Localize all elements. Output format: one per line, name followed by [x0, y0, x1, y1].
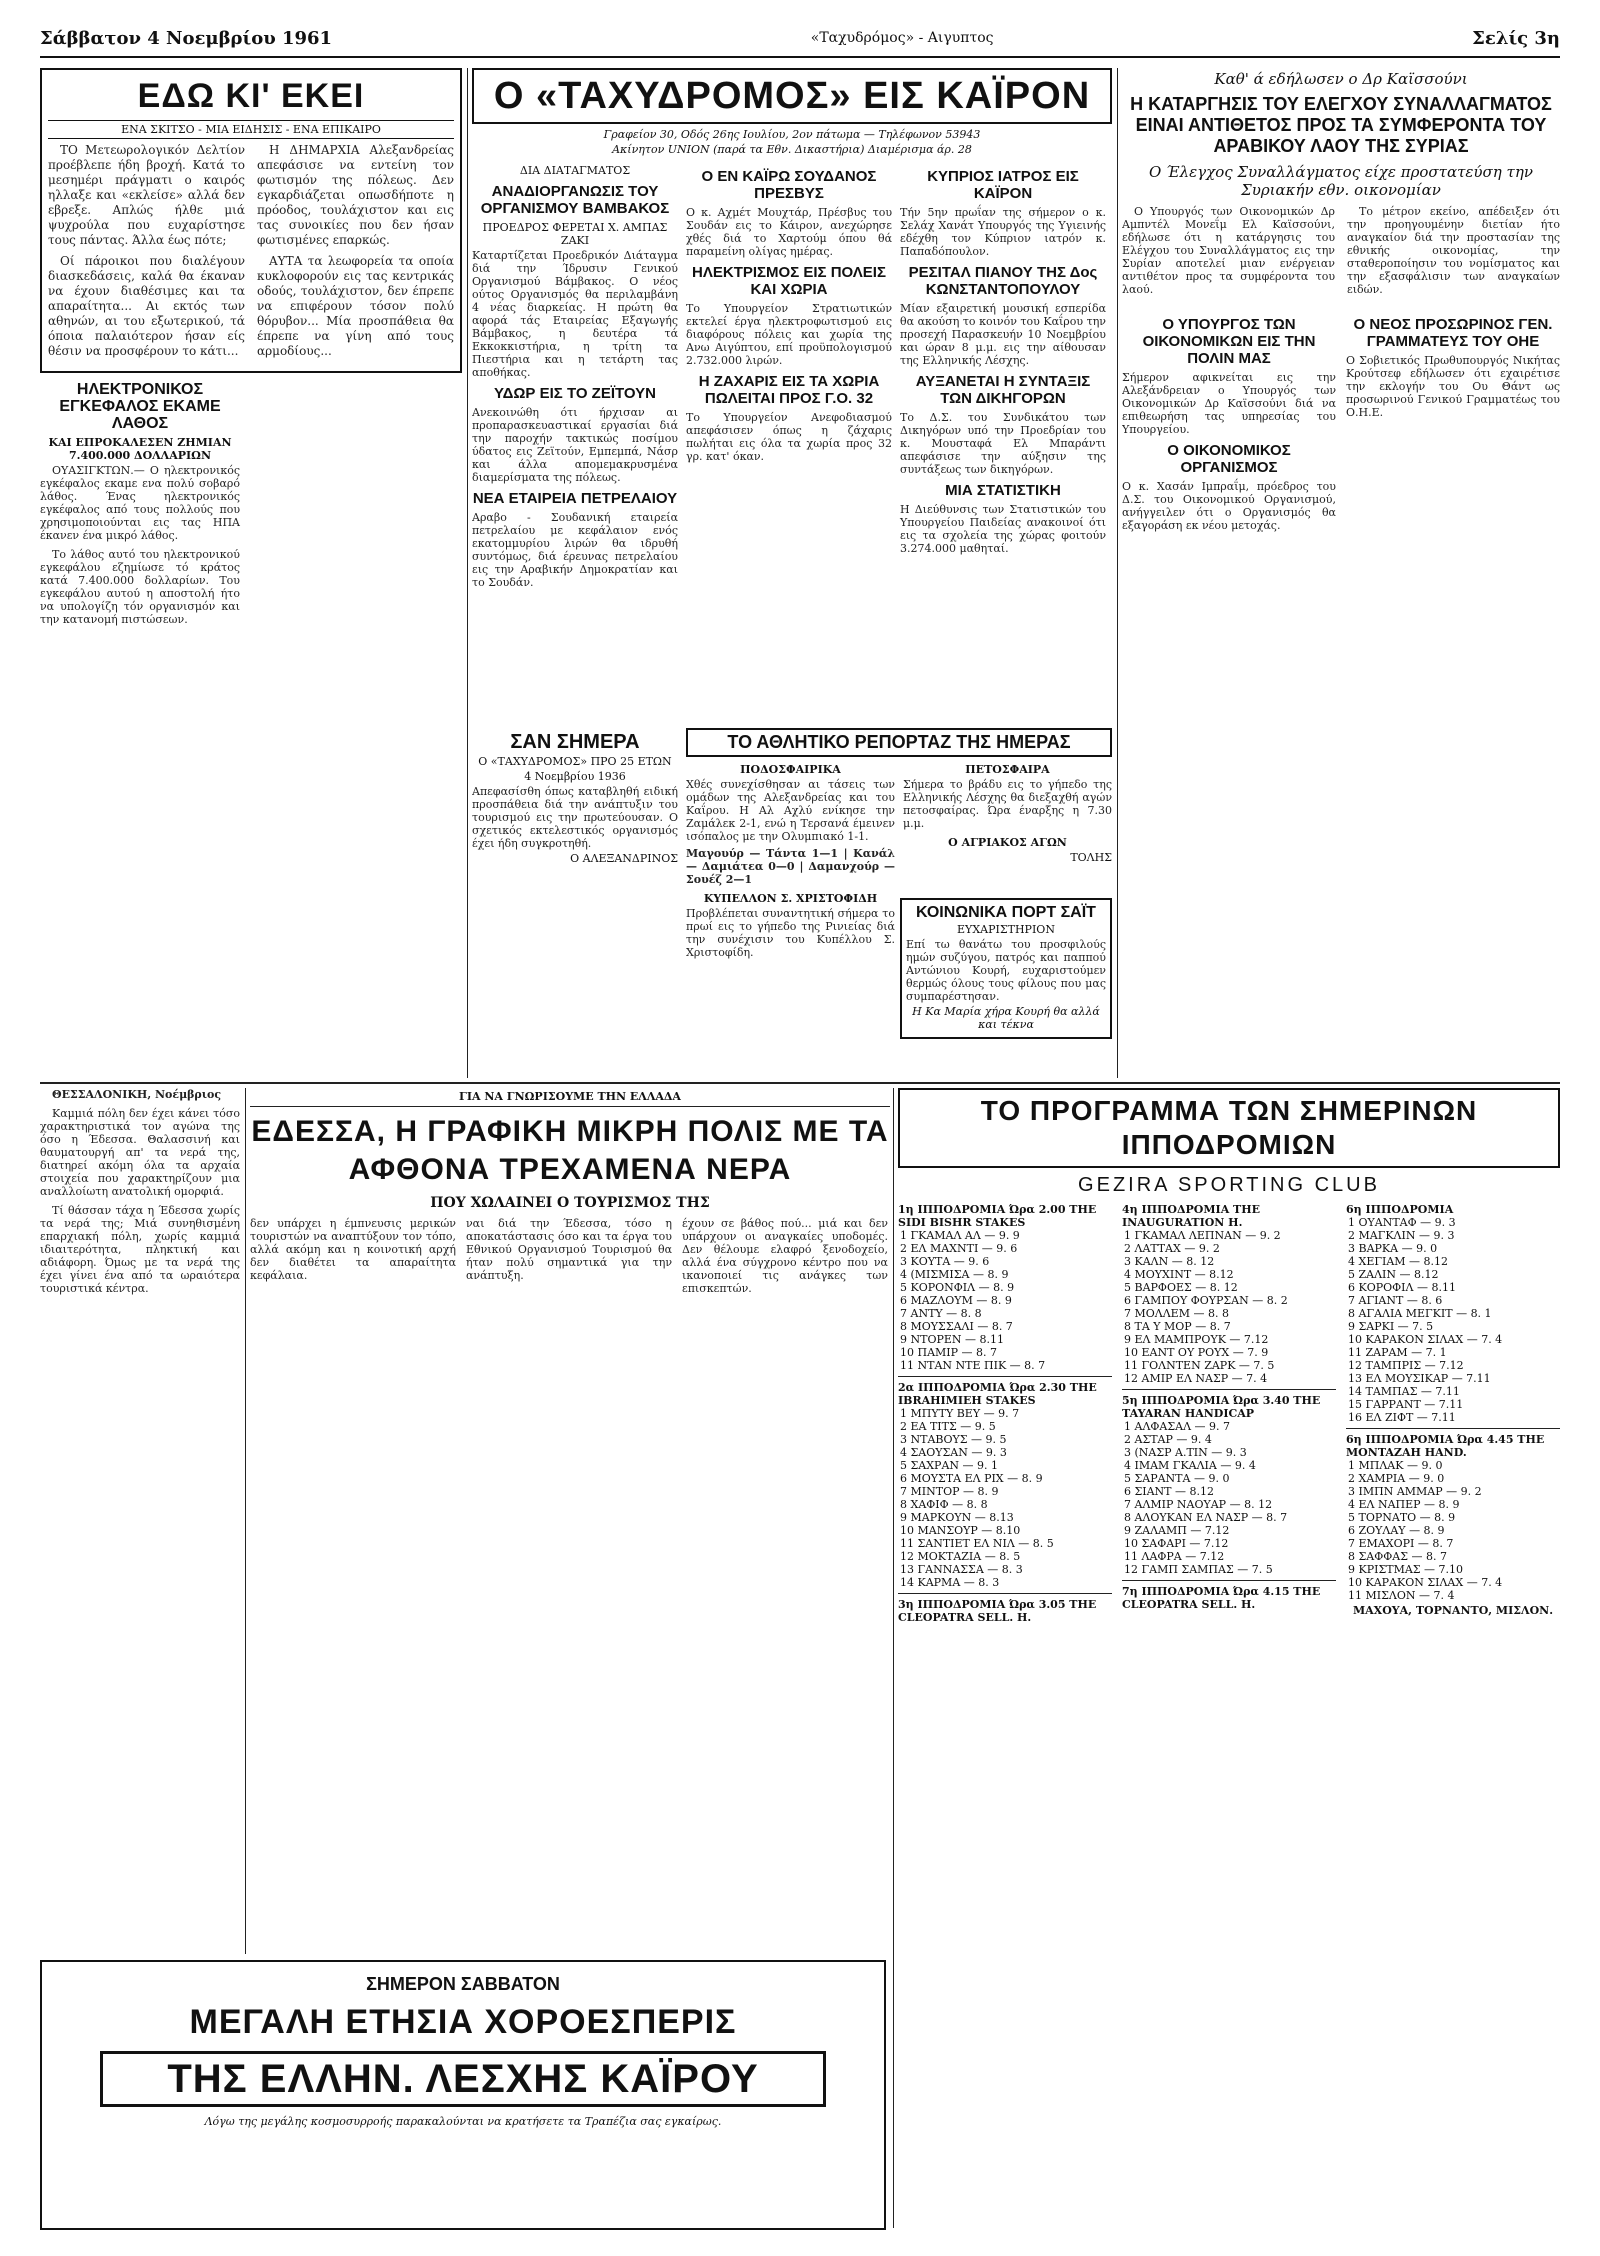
race-entry-text: 12 ΑΜΙΡ ΕΛ ΝΑΣΡ — 7. 4: [1124, 1372, 1268, 1385]
race-entry: [1122, 1537, 1336, 1550]
race-entry-text: 5 ΚΟΡΟΝΦΙΛ — 8. 9: [900, 1281, 1015, 1294]
race-entry: [1122, 1268, 1336, 1281]
separator: [1346, 1428, 1560, 1429]
headline: Ο ΟΙΚΟΝΟΜΙΚΟΣ ΟΡΓΑΝΙΣΜΟΣ: [1167, 442, 1291, 476]
race-entry: [898, 1255, 1112, 1268]
article-text: Η Διεύθυνσις των Στατιστικών του Υπουργείου Παιδείας ανακοινοί ότι εις τα σχολεία της χώρας φοιτούν 3.274.000 μαθηταί.: [900, 503, 1106, 555]
race-entry-text: 13 ΕΛ ΜΟΥΣΙΚΑΡ — 7.11: [1348, 1372, 1491, 1385]
race-entry: [1346, 1589, 1560, 1602]
race-entry: [1346, 1320, 1560, 1333]
race-entry: [898, 1420, 1112, 1433]
right-column: [1122, 68, 1560, 1078]
race-entry: [1346, 1398, 1560, 1411]
race-entry: [898, 1511, 1112, 1524]
race-entry: [898, 1498, 1112, 1511]
right-headline: Η ΚΑΤΑΡΓΗΣΙΣ ΤΟΥ ΕΛΕΓΧΟΥ ΣΥΝΑΛΛΑΓΜΑΤΟΣ ΕΙΝΑΙ ΑΝΤΙΘΕΤΟΣ ΠΡΟΣ ΤΑ ΣΥΜΦΕΡΟΝΤΑ ΤΟΥ ΑΡΑΒΙΚΟΥ ΛΑΟΥ ΤΗΣ ΣΥΡΙΑΣ: [1130, 94, 1552, 156]
kinonika-sign: Η Κα Μαρία χήρα Κουρή θα αλλά και τέκνα: [912, 1005, 1100, 1031]
feature-headline: ΕΔΕΣΣΑ, Η ΓΡΑΦΙΚΗ ΜΙΚΡΗ ΠΟΛΙΣ ΜΕ ΤΑ ΑΦΘΟΝΑ ΤΡΕΧΑΜΕΝΑ ΝΕΡΑ: [251, 1115, 889, 1186]
anniv-date: 4 Νοεμβρίου 1936: [524, 770, 626, 783]
race-entry-text: 5 ΒΑΡΦΟΕΣ — 8. 12: [1124, 1281, 1238, 1294]
headline: Ο ΥΠΟΥΡΓΟΣ ΤΩΝ ΟΙΚΟΝΟΜΙΚΩΝ ΕΙΣ ΤΗΝ ΠΟΛΙΝ ΜΑΣ: [1142, 316, 1316, 367]
sport-sub: ΠΕΤΟΣΦΑΙΡΑ: [965, 763, 1050, 776]
race-entry-text: 6 ΣΙΑΝΤ — 8.12: [1124, 1485, 1215, 1498]
race-entry-text: 10 ΠΑΜΙΡ — 8. 7: [900, 1346, 998, 1359]
edessa-intro: [40, 1088, 240, 1295]
race-entry-text: 7 ΕΜΑΧΟΡΙ — 8. 7: [1348, 1537, 1454, 1550]
feature-kicker: ΓΙΑ ΝΑ ΓΝΩΡΙΣΟΥΜΕ ΤΗΝ ΕΛΛΑΔΑ: [250, 1090, 890, 1107]
article-text: Ο κ. Χασάν Ιμπραΐμ, πρόεδρος του Δ.Σ. του Οικονομικού Οργανισμού, ανήγγειλεν ότι ο Οργανισμός θα εξαγοράση εκ νέου μετοχάς.: [1122, 480, 1336, 532]
race-entry-text: 2 ΧΑΜΡΙΑ — 9. 0: [1348, 1472, 1445, 1485]
race-entry-text: 10 ΚΑΡΑΚΟΝ ΣΙΛΑΧ — 7. 4: [1348, 1333, 1503, 1346]
issue-date: Σάββατον 4 Νοεμβρίου 1961: [40, 27, 333, 49]
center-col-3: [900, 162, 1106, 589]
headline: Ο ΝΕΟΣ ΠΡΟΣΩΡΙΝΟΣ ΓΕΝ. ΓΡΑΜΜΑΤΕΥΣ ΤΟΥ ΟΗΕ: [1353, 316, 1553, 350]
center-section: [472, 68, 1112, 1078]
race-entry-text: 1 ΑΛΦΑΣΑΛ — 9. 7: [1124, 1420, 1230, 1433]
paragraph: ΟΥΑΣΙΓΚΤΩΝ.— Ο ηλεκτρονικός εγκέφαλος εκαμε ενα πολύ σοβαρό λάθος. Ένας ηλεκτρονικός εγκέφαλος από τους πολλούς που χρησιμοποιούνται εις τας ΗΠΑ έκανεν ένα μικρό λάθος.: [40, 464, 240, 542]
race-entry: [1346, 1537, 1560, 1550]
race-entry: [1122, 1420, 1336, 1433]
race-entry: [1122, 1255, 1336, 1268]
headline: ΡΕΣΙΤΑΛ ΠΙΑΝΟΥ ΤΗΣ Δος ΚΩΝΣΤΑΝΤΟΠΟΥΛΟΥ: [908, 264, 1098, 298]
race-entry: [1346, 1498, 1560, 1511]
race-entry-text: 12 ΤΑΜΠΡΙΣ — 7.12: [1348, 1359, 1464, 1372]
race-entry-text: 2 ΜΑΓΚΛΙΝ — 9. 3: [1348, 1229, 1455, 1242]
kinonika-headline: ΚΟΙΝΩΝΙΚΑ ΠΟΡΤ ΣΑΪΤ: [916, 904, 1096, 921]
race-entry: [1122, 1524, 1336, 1537]
race-entry-text: 6 ΜΟΥΣΤΑ ΕΛ ΡΙΧ — 8. 9: [900, 1472, 1043, 1485]
race-entry-text: 4 ΣΑΟΥΣΑΝ — 9. 3: [900, 1446, 1007, 1459]
right-text: [1122, 205, 1560, 302]
race-entry: [1346, 1472, 1560, 1485]
paragraph: Το μέτρον εκείνο, απέδειξεν ότι την προηγουμένην διετίαν ήτο αναγκαίον διά την προστασίαν της εθνικής οικονομίας, την σταθεροποίησιν του νομίσματος και την εξασφάλισιν των αναγκαίων ειδών.: [1347, 205, 1560, 296]
race-note: ΜΑΧΟΥΑ, ΤΟΡΝΑΝΤΟ, ΜΙΣΛΟΝ.: [1352, 1604, 1554, 1617]
race-entry: [1122, 1229, 1336, 1242]
race-entry: [1346, 1281, 1560, 1294]
race-col-2: [1122, 1203, 1336, 1624]
article-text: Το Υπουργείον Ανεφοδιασμού απεφάσισεν όπως η ζάχαρις πωλήται εις όλα τα χωρία προς 32 γρ. κατ' όκαν.: [686, 411, 892, 463]
race-entry: [898, 1472, 1112, 1485]
separator: [1122, 1389, 1336, 1390]
race-entry: [898, 1459, 1112, 1472]
article-text: Το Δ.Σ. του Συνδικάτου των Δικηγόρων υπό την Προεδρίαν του κ. Μουσταφά Ελ Μπαράντι απεφάσισε την αύξησιν της συντάξεως των δικηγόρων.: [900, 411, 1106, 476]
race-5-table: [1122, 1420, 1336, 1576]
edessa-feature: [250, 1088, 890, 1958]
race-entry-text: 8 ΤΑ Υ ΜΟΡ — 8. 7: [1124, 1320, 1231, 1333]
race-entry-text: 11 ΣΑΝΤΙΕΤ ΕΛ ΝΙΛ — 8. 5: [900, 1537, 1054, 1550]
race-entry: [898, 1485, 1112, 1498]
san-simera-block: [472, 728, 678, 867]
sport-scores: Μαγουύρ — Τάντα 1—1 | Κανάλ — Δαμιάτεα 0—0 | Δαμανχούρ — Σουέζ 2—1: [686, 847, 895, 886]
headline: ΑΥΞΑΝΕΤΑΙ Η ΣΥΝΤΑΞΙΣ ΤΩΝ ΔΙΚΗΓΟΡΩΝ: [915, 373, 1091, 407]
edo-ki-ekei-subtitle: ΕΝΑ ΣΚΙΤΣΟ - ΜΙΑ ΕΙΔΗΣΙΣ - ΕΝΑ ΕΠΙΚΑΙΡΟ: [48, 120, 454, 139]
sport-sub: Ο ΑΓΡΙΑΚΟΣ ΑΓΩΝ: [948, 836, 1067, 849]
race-entry-text: 1 ΜΠΛΑΚ — 9. 0: [1348, 1459, 1443, 1472]
race-entry: [1122, 1550, 1336, 1563]
feature-col-2: ναι διά την Έδεσσα, τόσο η αποκατάστασις όσο και τα έργα του Εθνικού Οργανισμού Τουρισμού θα ήταν πολύ σημαντικά για την ανάπτυξη.: [466, 1217, 672, 1282]
race-title: 4η ΙΠΠΟΔΡΟΜΙΑ THE INAUGURATION H.: [1122, 1203, 1261, 1229]
race-program: [898, 1088, 1560, 2228]
article-text: Το Υπουργείον Στρατιωτικών εκτελεί έργα ηλεκτροφωτισμού εις διαφόρους πόλεις και χωρία της Ανω Αιγύπτου, επί προϋπολογισμού 2.732.000 λιρών.: [686, 302, 892, 367]
race-entry: [898, 1346, 1112, 1359]
race-entry-text: 1 ΓΚΑΜΑΛ ΑΛ — 9. 9: [900, 1229, 1020, 1242]
paper-name: «Ταχυδρόμος» - Αιγυπτος: [810, 30, 994, 46]
race-entry: [1346, 1411, 1560, 1424]
article-text: Μίαν εξαιρετική μουσική εσπερίδα θα ακούση το κοινόν του Καΐρου την προσεχή Παρασκευήν 10 Νοεμβρίου και ώραν 8 μ.μ. εις την αίθουσαν της Ελληνικής Λέσχης.: [900, 302, 1106, 367]
page-number: Σελίς 3η: [1472, 27, 1560, 49]
column-rule: [467, 68, 468, 1078]
article-text: Καταρτίζεται Προεδρικόν Διάταγμα διά την Ίδρυσιν Γενικού Οργανισμού Βάμβακος. Ο νέος ούτος Οργανισμός θα περιλαμβάνη 4 νέας διαρκείας. Η πρώτη θα αφορά τάς Εταιρείας Εξαγωγής Βάμβακος, η δευτέρα τά Εκκοκκιστήρια, η τρίτη τα Πιεστήρια και η τετάρτη τας αποθήκας.: [472, 249, 678, 379]
race-entry-text: 4 (ΜΙΣΜΙΣΑ — 8. 9: [900, 1268, 1009, 1281]
race-title: 1η ΙΠΠΟΔΡΟΜΙΑ Ώρα 2.00 THE SIDI BISHR STAKES: [898, 1203, 1097, 1229]
kinonika-text: Επί τω θανάτω του προσφιλούς ημών συζύγου, πατρός και παππού Αντώνιου Κουρή, ευχαριστούμεν θερμώς όλους τους φίλους που μας συμπαρέστησαν.: [906, 938, 1106, 1003]
article-text: Ο Σοβιετικός Πρωθυπουργός Νικήτας Κρούτσεφ εδήλωσεν ότι εχαιρέτισε την εκλογήν του Ου Θάντ ως προσωρινού Γενικού Γραμματέως του Ο.Η.Ε.: [1346, 354, 1560, 419]
kinonika-box: [900, 898, 1112, 1039]
separator: [898, 1593, 1112, 1594]
race-entry: [1122, 1359, 1336, 1372]
race-7-table: [1346, 1459, 1560, 1602]
race-entry-text: 9 ΜΑΡΚΟΥΝ — 8.13: [900, 1511, 1014, 1524]
race-entry-text: 8 ΜΟΥΣΣΑΛΙ — 8. 7: [900, 1320, 1013, 1333]
race-entry-text: 1 ΟΥΑΝΤΑΦ — 9. 3: [1348, 1216, 1456, 1229]
race-entry-text: 1 ΜΠΥΤΥ ΒΕΥ — 9. 7: [900, 1407, 1020, 1420]
race-entry-text: 9 ΕΛ ΜΑΜΠΡΟΥΚ — 7.12: [1124, 1333, 1269, 1346]
paragraph: Ο Υπουργός των Οικονομικών Δρ Αμπντέλ Μονεΐμ Ελ Καϊσσούνι, εδήλωσε ότι η κατάργησις του Ελέγχου του Συναλλάγματος εις την Συρίαν αποτελεί μιαν ενέργειαν αντιθέτον προς τα συμφέροντα του λαού.: [1122, 205, 1335, 296]
race-entry-text: 12 ΜΟΚΤΑΖΙΑ — 8. 5: [900, 1550, 1021, 1563]
electronic-brain-story: [40, 381, 240, 626]
headline: Ο ΕΝ ΚΑΪΡΩ ΣΟΥΔΑΝΟΣ ΠΡΕΣΒΥΣ: [701, 168, 877, 202]
race-entry-text: 13 ΓΑΝΝΑΣΣΑ — 8. 3: [900, 1563, 1023, 1576]
race-entry: [1346, 1459, 1560, 1472]
race-entry: [1122, 1294, 1336, 1307]
kicker: ΔΙΑ ΔΙΑΤΑΓΜΑΤΟΣ: [519, 164, 631, 177]
article-text: Σήμερον αφικνείται εις την Αλεξάνδρειαν ο Υπουργός των Οικονομικών Δρ Καϊσσούνι διά να επιθεωρήση τας υπηρεσίας του Υπουργείου.: [1122, 371, 1336, 436]
center-col-1: [472, 162, 678, 589]
race-entry: [1346, 1511, 1560, 1524]
anniv-text: Απεφασίσθη όπως καταβληθή ειδική προσπάθεια διά την ανάπτυξιν του τουρισμού εις την πρωτεύουσαν. Ο σχετικός εκτελεστικός οργανισμός έχει ήδη συγκροτηθή.: [472, 785, 678, 850]
race-entry: [898, 1242, 1112, 1255]
race-entry-text: 4 ΕΛ ΝΑΠΕΡ — 8. 9: [1348, 1498, 1460, 1511]
race-entry-text: 10 ΚΑΡΑΚΟΝ ΣΙΛΑΧ — 7. 4: [1348, 1576, 1503, 1589]
paragraph: Τί θάσσαν τάχα η Έδεσσα χωρίς τα νερά της; Μιά συνηθισμένη επαρχιακή πόλη, χωρίς καμμιά ιδιαιτερότητα, πληκτική και αδιάφορη. Όμως με τα νερά της έχει γίνει ένα από τα ωραιότερα τουριστικά κέντρα.: [40, 1204, 240, 1295]
column-rule: [245, 1088, 246, 1954]
race-entry-text: 2 ΑΣΤΑΡ — 9. 4: [1124, 1433, 1212, 1446]
race-entry-text: 2 ΕΛ ΜΑΧΝΤΙ — 9. 6: [900, 1242, 1018, 1255]
race-entry-text: 11 ΝΤΑΝ ΝΤΕ ΠΙΚ — 8. 7: [900, 1359, 1046, 1372]
race-entry: [1346, 1576, 1560, 1589]
race-entry-text: 4 ΜΟΥΧΙΝΤ — 8.12: [1124, 1268, 1234, 1281]
sport-text: Σήμερα το βράδυ εις το γήπεδο της Ελληνικής Λέσχης θα διεξαχθή αγών πετοσφαίρας. Ώρα έναρξης η 7.30 μ.μ.: [903, 778, 1112, 830]
race-entry: [1346, 1242, 1560, 1255]
race-entry-text: 6 ΖΟΥΛΑΥ — 8. 9: [1348, 1524, 1445, 1537]
race-entry-text: 5 ΤΟΡΝΑΤΟ — 8. 9: [1348, 1511, 1456, 1524]
anniv-sign: Ο ΑΛΕΞΑΝΔΡΙΝΟΣ: [570, 852, 678, 865]
article-text: Ο κ. Αχμέτ Μουχτάρ, Πρέσβυς του Σουδάν εις το Κάιρον, ανεχώρησε χθές διά το Χαρτούμ όπου θά παραμείνη ολίγας ημέρας.: [686, 206, 892, 258]
headline: ΜΙΑ ΣΤΑΤΙΣΤΙΚΗ: [945, 482, 1061, 499]
race-entry-text: 14 ΚΑΡΜΑ — 8. 3: [900, 1576, 1000, 1589]
paragraph: ΑΥΤΑ τα λεωφορεία τα οποία κυκλοφορούν εις τας κεντρικάς οδούς, τουλάχιστον, δεν έπρεπε να επιφέρουν τόσον πολύ θόρυβον... Μία προσπάθεια θα έπρεπε να γίνη από τους αρμοδίους...: [257, 254, 454, 358]
race-entry-text: 6 ΜΑΖΛΟΥΜ — 8. 9: [900, 1294, 1012, 1307]
headline: ΚΥΠΡΙΟΣ ΙΑΤΡΟΣ ΕΙΣ ΚΑΪΡΟΝ: [927, 168, 1079, 202]
race-entry-text: 12 ΓΑΜΠ ΣΑΜΠΑΣ — 7. 5: [1124, 1563, 1273, 1576]
ad-top: ΣΗΜΕΡΟΝ ΣΑΒΒΑΤΟΝ: [366, 1974, 560, 1994]
paragraph: ΤΟ Μετεωρολογικόν Δελτίον προέβλεπε ήδη βροχή. Κατά το μεσημέρι πράγματι ο καιρός ηλλαξε και «εκλείσε» αλλά δεν εβρεξε. Απλώς ήλθε μιά ψυχρούλα που ευχαρίστησε τους πάντας. Άλλα έως πότε;: [48, 143, 245, 247]
ad-bottom: ΤΗΣ ΕΛΛΗΝ. ΛΕΣΧΗΣ ΚΑΪΡΟΥ: [100, 2051, 826, 2107]
section-rule: [40, 1082, 1560, 1084]
race-entry-text: 5 ΖΑΛΙΝ — 8.12: [1348, 1268, 1439, 1281]
race-entry: [1122, 1372, 1336, 1385]
sport-sub: ΠΟΔΟΣΦΑΙΡΙΚΑ: [740, 763, 841, 776]
headline: ΑΝΑΔΙΟΡΓΑΝΩΣΙΣ ΤΟΥ ΟΡΓΑΝΙΣΜΟΥ ΒΑΜΒΑΚΟΣ: [480, 183, 670, 217]
race-entry: [1122, 1472, 1336, 1485]
race-entry: [1122, 1346, 1336, 1359]
headline: ΗΛΕΚΤΡΙΣΜΟΣ ΕΙΣ ΠΟΛΕΙΣ ΚΑΙ ΧΩΡΙΑ: [692, 264, 886, 298]
race-entry-text: 4 ΙΜΑΜ ΓΚΑΛΙΑ — 9. 4: [1124, 1459, 1256, 1472]
headline: Η ΖΑΧΑΡΙΣ ΕΙΣ ΤΑ ΧΩΡΙΑ ΠΩΛΕΙΤΑΙ ΠΡΟΣ Γ.Ο. 32: [698, 373, 880, 407]
edo-ki-ekei-title: ΕΔΩ ΚΙ' ΕΚΕΙ: [137, 77, 365, 115]
column-rule: [1117, 68, 1118, 1078]
race-entry-text: 1 ΓΚΑΜΑΛ ΛΕΠΝΑΝ — 9. 2: [1124, 1229, 1281, 1242]
race-entry: [1346, 1333, 1560, 1346]
race-entry: [898, 1294, 1112, 1307]
subhead: ΠΡΟΕΔΡΟΣ ΦΕΡΕΤΑΙ Χ. ΑΜΠΑΣ ΖΑΚΙ: [482, 221, 668, 247]
race-entry-text: 14 ΤΑΜΠΑΣ — 7.11: [1348, 1385, 1460, 1398]
right-lower-col-1: [1122, 310, 1336, 532]
headline: ΝΕΑ ΕΤΑΙΡΕΙΑ ΠΕΤΡΕΛΑΙΟΥ: [472, 490, 678, 507]
dance-ad: [40, 1960, 886, 2230]
center-col-2: [686, 162, 892, 589]
story-body: [40, 464, 240, 626]
race-entry: [898, 1333, 1112, 1346]
race-entry: [1122, 1320, 1336, 1333]
race-title: 7η ΙΠΠΟΔΡΟΜΙΑ Ώρα 4.15 THE CLEOPATRA SELL. H.: [1122, 1585, 1321, 1611]
race-4-table: [1122, 1229, 1336, 1385]
right-kicker: Καθ' ά εδήλωσεν ο Δρ Καϊσσούνι: [1214, 70, 1468, 88]
dateline: ΘΕΣΣΑΛΟΝΙΚΗ, Νοέμβριος: [52, 1088, 222, 1101]
race-6-table: [1346, 1216, 1560, 1424]
story-headline: ΗΛΕΚΤΡΟΝΙΚΟΣ ΕΓΚΕΦΑΛΟΣ ΕΚΑΜΕ ΛΑΘΟΣ: [59, 381, 221, 432]
race-entry: [1346, 1294, 1560, 1307]
masthead-box: [472, 68, 1112, 124]
race-entry-text: 16 ΕΛ ΖΙΦΤ — 7.11: [1348, 1411, 1456, 1424]
race-entry: [1346, 1216, 1560, 1229]
kinonika-sub: ΕΥΧΑΡΙΣΤΗΡΙΟΝ: [957, 923, 1055, 936]
race-entry-text: 3 (ΝΑΣΡ Α.ΤΙΝ — 9. 3: [1124, 1446, 1247, 1459]
race-entry-text: 2 ΛΑΤΤΑΧ — 9. 2: [1124, 1242, 1220, 1255]
race-entry-text: 4 ΧΕΓΙΑΜ — 8.12: [1348, 1255, 1449, 1268]
race-entry-text: 3 ΚΑΛΝ — 8. 12: [1124, 1255, 1215, 1268]
race-entry: [1122, 1446, 1336, 1459]
race-entry: [1346, 1359, 1560, 1372]
race-entry: [1346, 1563, 1560, 1576]
race-entry: [1122, 1433, 1336, 1446]
race-entry: [1346, 1229, 1560, 1242]
separator: [1122, 1580, 1336, 1581]
center-columns: [472, 162, 1112, 589]
feature-col-1: δεν υπάρχει η έμπνευσις μερικών τουριστών να αναπτύξουν τον τόπο, αλλά ακόμη και η κοινοτική αρχή δεν διαθέτει τα απαραίτητα κεφάλαια.: [250, 1217, 456, 1282]
race-col-1: [898, 1203, 1112, 1624]
feature-col-3: έχουν σε βάθος πού... μιά και δεν υπάρχουν οι αναγκαίες υποδομές. Δεν θέλουμε ελαφρό ξενοδοχείο, αλλά ένα σύγχρονο κέντρο που να ικανοποιεί τις ανάγκες των επισκεπτών.: [682, 1217, 888, 1295]
race-entry: [898, 1320, 1112, 1333]
race-entry-text: 6 ΚΟΡΟΦΙΛ — 8.11: [1348, 1281, 1456, 1294]
headline: ΥΔΩΡ ΕΙΣ ΤΟ ΖΕΪΤΟΥΝ: [493, 385, 656, 402]
race-entry-text: 8 ΑΛΟΥΚΑΝ ΕΛ ΝΑΣΡ — 8. 7: [1124, 1511, 1288, 1524]
anniv-headline: ΣΑΝ ΣΗΜΕΡΑ: [510, 731, 640, 753]
paragraph: Καμμιά πόλη δεν έχει κάνει τόσο χαρακτηριστικά τον αγώνα της όσο η Έδεσσα. Θαλασσινή και θαυματουργή απ' τα νερά της, διατηρεί ακόμη όλα τα αρχαία στοιχεία που χαρακτηρίζουν μια αναλλοίωτη ανατολική ομορφιά.: [40, 1107, 240, 1198]
page-header: [40, 20, 1560, 58]
race-entry-text: 7 ΜΟΛΛΕΜ — 8. 8: [1124, 1307, 1229, 1320]
race-title: 6η ΙΠΠΟΔΡΟΜΙΑ: [1346, 1203, 1454, 1216]
column-rule: [893, 1088, 894, 2228]
office-address-2: Ακίνητον UNION (παρά τα Εθν. Δικαστήρια) Διαμέρισμα άρ. 28: [612, 143, 972, 156]
left-column: [40, 68, 462, 1078]
article-text: Τήν 5ην πρωΐαν της σήμερον ο κ. Σελάχ Χανάτ Υπουργός της Υγιεινής εδέχθη τον Κύπριον ιατρόν κ. Παπαδόπουλον.: [900, 206, 1106, 258]
race-entry: [898, 1281, 1112, 1294]
edo-ki-ekei-text: [48, 143, 454, 365]
right-lower-col-2: [1346, 310, 1560, 532]
race-entry: [1122, 1242, 1336, 1255]
race-entry: [1122, 1459, 1336, 1472]
sport-headline: ΤΟ ΑΘΛΗΤΙΚΟ ΡΕΠΟΡΤΑΖ ΤΗΣ ΗΜΕΡΑΣ: [727, 732, 1071, 752]
race-entry: [1122, 1485, 1336, 1498]
race-entry-text: 5 ΣΑΡΑΝΤΑ — 9. 0: [1124, 1472, 1230, 1485]
race-entry: [1346, 1372, 1560, 1385]
sport-col-1: [686, 761, 895, 959]
race-entry-text: 11 ΖΑΡΑΜ — 7. 1: [1348, 1346, 1447, 1359]
race-entry-text: 7 ΜΙΝΤΟΡ — 8. 9: [900, 1485, 999, 1498]
ad-note: Λόγω της μεγάλης κοσμοσυρροής παρακαλούνται να κρατήσετε τα Τραπέζια σας εγκαίρως.: [204, 2115, 722, 2128]
race-title: 5η ΙΠΠΟΔΡΟΜΙΑ Ώρα 3.40 THE TAYARAN HANDICAP: [1122, 1394, 1321, 1420]
race-2-table: [898, 1407, 1112, 1589]
race-entry-text: 6 ΓΑΜΠΟΥ ΦΟΥΡΣΑΝ — 8. 2: [1124, 1294, 1288, 1307]
feature-sub: ΠΟΥ ΧΩΛΑΙΝΕΙ Ο ΤΟΥΡΙΣΜΟΣ ΤΗΣ: [430, 1195, 710, 1211]
race-entry: [898, 1537, 1112, 1550]
race-entry-text: 5 ΣΑΧΡΑΝ — 9. 1: [900, 1459, 999, 1472]
race-entry: [1346, 1255, 1560, 1268]
race-entry-text: 10 ΕΑΝΤ ΟΥ ΡΟΥΧ — 7. 9: [1124, 1346, 1269, 1359]
race-col-3: [1346, 1203, 1560, 1624]
race-entry-text: 2 ΕΑ ΤΙΤΣ — 9. 5: [900, 1420, 996, 1433]
race-entry-text: 7 ΑΛΜΙΡ ΝΑΟΥΑΡ — 8. 12: [1124, 1498, 1273, 1511]
feature-columns: [250, 1217, 890, 1295]
race-headline: ΤΟ ΠΡΟΓΡΑΜΜΑ ΤΩΝ ΣΗΜΕΡΙΝΩΝ ΙΠΠΟΔΡΟΜΙΩΝ: [980, 1095, 1478, 1160]
race-entry-text: 11 ΓΟΛΝΤΕΝ ΖΑΡΚ — 7. 5: [1124, 1359, 1275, 1372]
race-entry: [898, 1307, 1112, 1320]
race-entry: [1122, 1563, 1336, 1576]
paragraph: Το λάθος αυτό του ηλεκτρονικού εγκεφάλου εζημίωσε τό κράτος κατά 7.400.000 δολλαρίων. Του εγκεφάλου αυτού η αποστολή ήτο να υπολογίζη τόν οργανισμόν και την κατανομή πιστώσεων.: [40, 548, 240, 626]
race-title: 3η ΙΠΠΟΔΡΟΜΙΑ Ώρα 3.05 THE CLEOPATRA SELL. H.: [898, 1598, 1097, 1624]
race-entry: [1346, 1307, 1560, 1320]
race-entry-text: 3 ΒΑΡΚΑ — 9. 0: [1348, 1242, 1438, 1255]
race-entry: [1346, 1268, 1560, 1281]
race-entry: [1122, 1511, 1336, 1524]
masthead-title: Ο «ΤΑΧΥΔΡΟΜΟΣ» ΕΙΣ ΚΑΪΡΟΝ: [493, 75, 1091, 117]
race-entry-text: 3 ΝΤΑΒΟΥΣ — 9. 5: [900, 1433, 1007, 1446]
paragraph: Οί πάροικοι που διαλέγουν διασκεδάσεις, καλά θα έκαναν να έχουν διαθέσιμες και τα απαραίτητα... Αι εκτός των αθηνών, αι του εξωτερικού, τά όποια παλαιότερον ήσαν είς θέσιν να προσφέρουν το κάτι...: [48, 254, 245, 358]
race-entry: [1346, 1385, 1560, 1398]
race-entry: [898, 1524, 1112, 1537]
race-entry-text: 11 ΜΙΣΛΟΝ — 7. 4: [1348, 1589, 1455, 1602]
sport-text: Προβλέπεται συναντητική σήμερα το πρωί εις το γήπεδο της Ρινιείας διά την συνέχισιν του Κυπέλλου Σ. Χριστοφίδη.: [686, 907, 895, 959]
sport-sub: ΚΥΠΕΛΛΟΝ Σ. ΧΡΙΣΤΟΦΙΔΗ: [703, 892, 878, 905]
race-entry-text: 10 ΣΑΦΑΡΙ — 7.12: [1124, 1537, 1229, 1550]
race-1-table: [898, 1229, 1112, 1372]
race-entry-text: 8 ΑΓΑΛΙΑ ΜΕΓΚΙΤ — 8. 1: [1348, 1307, 1492, 1320]
race-entry-text: 9 ΖΑΛΑΜΠ — 7.12: [1124, 1524, 1230, 1537]
office-address: Γραφείον 30, Οδός 26ης Ιουλίου, 2ον πάτωμα — Τηλέφωνον 53943: [603, 128, 981, 141]
race-entry-text: 3 ΚΟΥΤΑ — 9. 6: [900, 1255, 990, 1268]
race-entry-text: 8 ΣΑΦΦΑΣ — 8. 7: [1348, 1550, 1447, 1563]
sport-text: Χθές συνεχίσθησαν αι τάσεις των ομάδων της Αλεξανδρείας και του Καΐρου. Η Αλ Αχλύ ενίκησε την Ζαμάλεκ 2-1, ενώ η Τερσανά έμεινεν ισόπαλος με την Ολυμπιακό 1-1.: [686, 778, 895, 843]
race-entry: [898, 1446, 1112, 1459]
sport-headline-box: [686, 728, 1112, 757]
race-club: GEZIRA SPORTING CLUB: [1078, 1174, 1380, 1196]
separator: [898, 1376, 1112, 1377]
race-entry: [1346, 1550, 1560, 1563]
race-entry-text: 15 ΓΑΡΡΑΝΤ — 7.11: [1348, 1398, 1464, 1411]
sport-sign: ΤΟΛΗΣ: [1070, 851, 1112, 864]
race-entry-text: 8 ΧΑΦΙΦ — 8. 8: [900, 1498, 988, 1511]
race-entry: [1346, 1524, 1560, 1537]
race-entry-text: 11 ΛΑΦΡΑ — 7.12: [1124, 1550, 1225, 1563]
article-text: Ανεκοινώθη ότι ήρχισαν αι προπαρασκευαστικαί εργασίαι διά την παροχήν τακτικώς ποσίμου ύδατος εις Ζεϊτούν, Εμπεμπά, Νάσρ και άλλα απομεμακρυσμένα διαμερίσματα της πόλεως.: [472, 406, 678, 484]
anniv-sub: Ο «ΤΑΧΥΔΡΟΜΟΣ» ΠΡΟ 25 ΕΤΩΝ: [478, 755, 672, 768]
race-title: 2α ΙΠΠΟΔΡΟΜΙΑ Ώρα 2.30 THE IBRAHIMIEH STAKES: [898, 1381, 1097, 1407]
race-columns: [898, 1203, 1560, 1624]
race-entry-text: 3 ΙΜΠΝ ΑΜΜΑΡ — 9. 2: [1348, 1485, 1482, 1498]
race-entry: [898, 1576, 1112, 1589]
edo-ki-ekei-box: [40, 68, 462, 373]
race-entry: [1122, 1333, 1336, 1346]
race-entry-text: 9 ΣΑΡΚΙ — 7. 5: [1348, 1320, 1434, 1333]
race-entry-text: 10 ΜΑΝΣΟΥΡ — 8.10: [900, 1524, 1021, 1537]
race-title: 6η ΙΠΠΟΔΡΟΜΙΑ Ώρα 4.45 THE MONTAZAH HAND.: [1346, 1433, 1545, 1459]
race-header-box: [898, 1088, 1560, 1168]
right-sub: Ο Έλεγχος Συναλλάγματος είχε προστατεύση την Συριακήν εθν. οικονομίαν: [1149, 163, 1533, 199]
paragraph: Η ΔΗΜΑΡΧΙΑ Αλεξανδρείας απεφάσισε να εντείνη τον φωτισμόν της πόλεως. Δεν εγκαρδιάζεται οπωσδήποτε η πρόοδος, τουλάχιστον και εις τας συνοικίες που δεν ήσαν φωτισμένες επαρκώς.: [257, 143, 454, 247]
race-entry: [898, 1268, 1112, 1281]
race-entry: [1122, 1307, 1336, 1320]
race-entry: [1346, 1485, 1560, 1498]
race-entry: [898, 1433, 1112, 1446]
race-entry: [898, 1359, 1112, 1372]
race-entry: [1346, 1346, 1560, 1359]
race-entry-text: 7 ΑΝΤΥ — 8. 8: [900, 1307, 982, 1320]
right-lower: [1122, 310, 1560, 532]
race-entry: [898, 1407, 1112, 1420]
race-entry: [898, 1229, 1112, 1242]
race-entry-text: 9 ΝΤΟΡΕΝ — 8.11: [900, 1333, 1005, 1346]
race-entry: [1122, 1498, 1336, 1511]
ad-mid: ΜΕΓΑΛΗ ΕΤΗΣΙΑ ΧΟΡΟΕΣΠΕΡΙΣ: [189, 2003, 737, 2041]
race-entry-text: 7 ΑΓΙΑΝΤ — 8. 6: [1348, 1294, 1443, 1307]
race-entry-text: 9 ΚΡΙΣΤΜΑΣ — 7.10: [1348, 1563, 1464, 1576]
race-entry: [898, 1550, 1112, 1563]
article-text: Αραβο - Σουδανική εταιρεία πετρελαίου με κεφάλαιον ενός εκατομμυρίου λιρών θα ιδρυθή συντόμως, διά έρευνας πετρελαίου εις την Αραβικήν Δημοκρατίαν και το Σουδάν.: [472, 511, 678, 589]
story-subhead: ΚΑΙ ΕΠΡΟΚΑΛΕΣΕΝ ΖΗΜΙΑΝ 7.400.000 ΔΟΛΛΑΡΙΩΝ: [48, 436, 232, 462]
race-entry: [1122, 1281, 1336, 1294]
race-entry: [898, 1563, 1112, 1576]
